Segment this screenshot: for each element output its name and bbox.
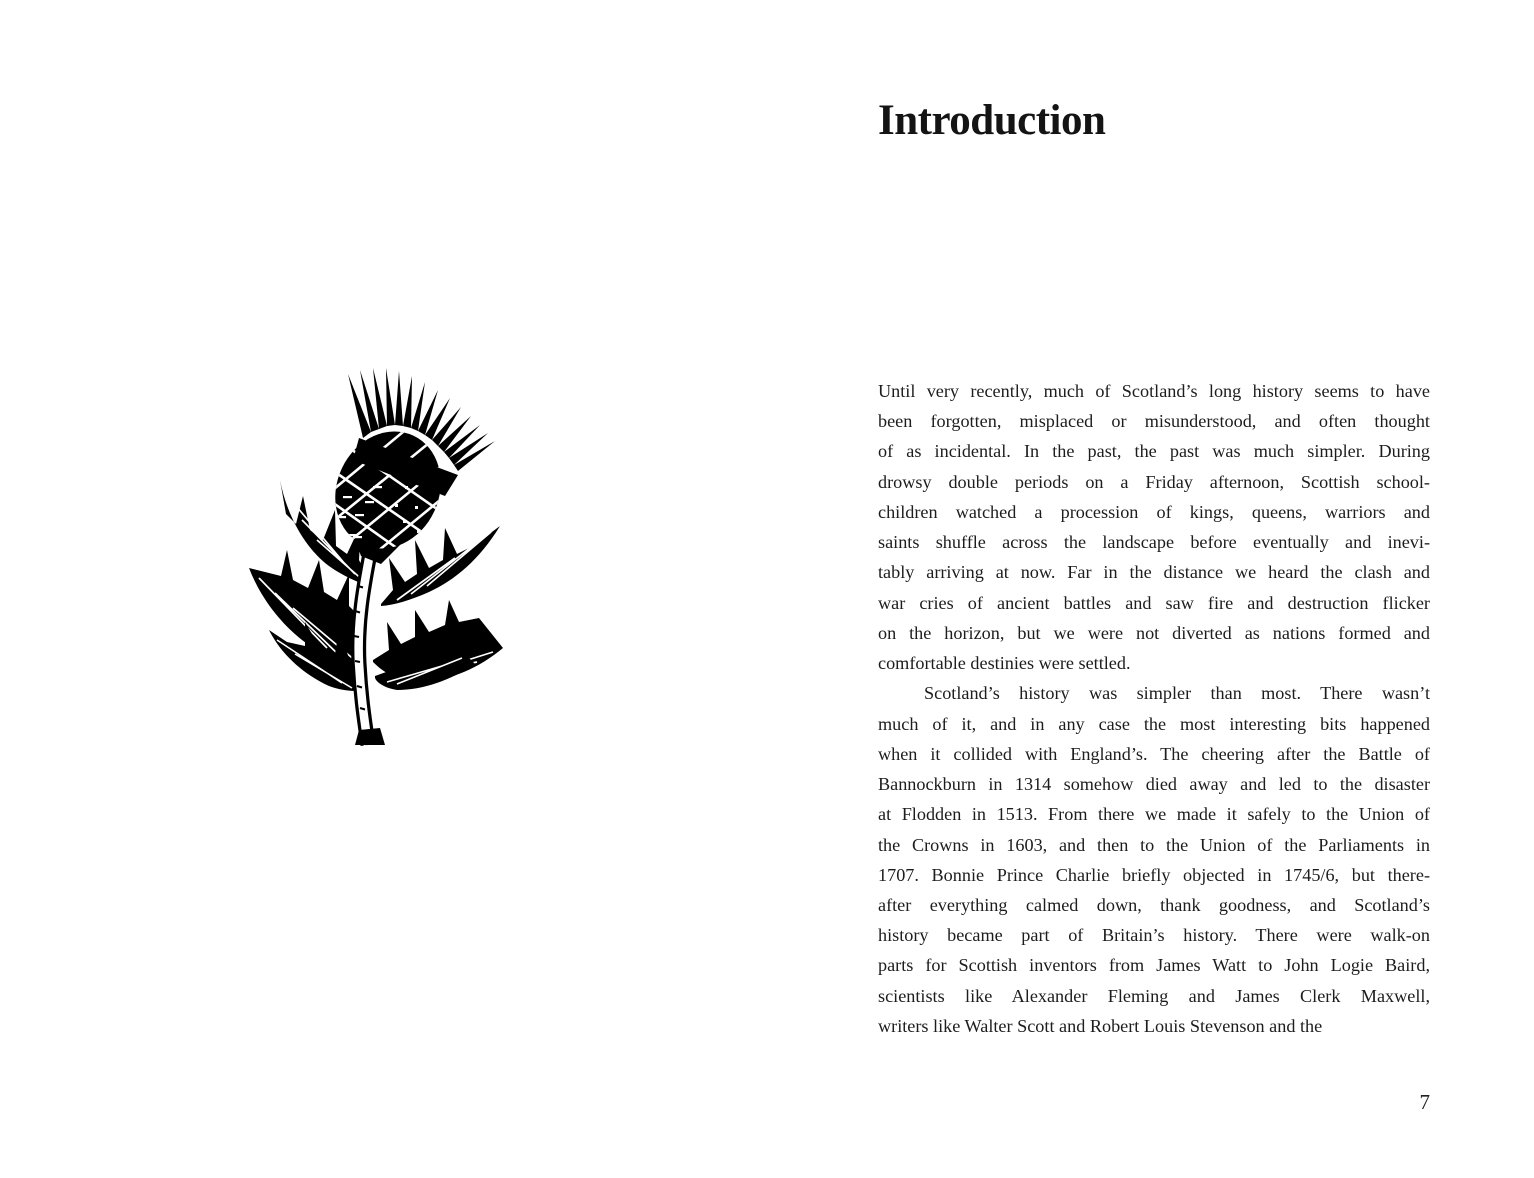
text-line: 1707. Bonnie Prince Charlie briefly objected in 1745/6, but there- bbox=[878, 864, 1430, 885]
text-line: of as incidental. In the past, the past was much simpler. During bbox=[878, 441, 1430, 462]
text-line: when it collided with England’s. The cheering after the Battle of bbox=[878, 743, 1430, 764]
text-line: parts for Scottish inventors from James Watt to John Logie Baird, bbox=[878, 955, 1430, 976]
text-line: history became part of Britain’s history. There were walk-on bbox=[878, 925, 1430, 946]
text-line: on the horizon, but we were not diverted as nations formed and bbox=[878, 622, 1430, 643]
chapter-title: Introduction bbox=[878, 97, 1106, 144]
text-line: at Flodden in 1513. From there we made it safely to the Union of bbox=[878, 804, 1430, 825]
text-line: saints shuffle across the landscape before eventually and inevi- bbox=[878, 532, 1430, 553]
paragraph bbox=[878, 376, 1430, 678]
text-line: the Crowns in 1603, and then to the Union of the Parliaments in bbox=[878, 834, 1430, 855]
text-line: much of it, and in any case the most interesting bits happened bbox=[878, 713, 1430, 734]
paragraph bbox=[878, 678, 1430, 1041]
text-line: writers like Walter Scott and Robert Louis Stevenson and the bbox=[878, 1015, 1323, 1036]
text-line: scientists like Alexander Fleming and James Clerk Maxwell, bbox=[878, 985, 1430, 1006]
text-line: Bannockburn in 1314 somehow died away and led to the disaster bbox=[878, 774, 1430, 795]
text-line: children watched a procession of kings, queens, warriors and bbox=[878, 501, 1430, 522]
thistle-illustration bbox=[247, 368, 505, 748]
text-line: Until very recently, much of Scotland’s long history seems to have bbox=[878, 381, 1430, 401]
text-line: comfortable destinies were settled. bbox=[878, 653, 1131, 674]
text-line: been forgotten, misplaced or misunderstood, and often thought bbox=[878, 411, 1430, 432]
text-line: Scotland’s history was simpler than most. There wasn’t bbox=[924, 683, 1430, 704]
page-number: 7 bbox=[1419, 1090, 1430, 1114]
text-line: war cries of ancient battles and saw fire and destruction flicker bbox=[878, 592, 1430, 613]
text-line: tably arriving at now. Far in the distance we heard the clash and bbox=[878, 562, 1430, 583]
page-right bbox=[767, 0, 1534, 1178]
text-line: after everything calmed down, thank goodness, and Scotland’s bbox=[878, 894, 1430, 915]
text-line: drowsy double periods on a Friday afternoon, Scottish school- bbox=[878, 471, 1430, 492]
body-text bbox=[878, 376, 1430, 1041]
